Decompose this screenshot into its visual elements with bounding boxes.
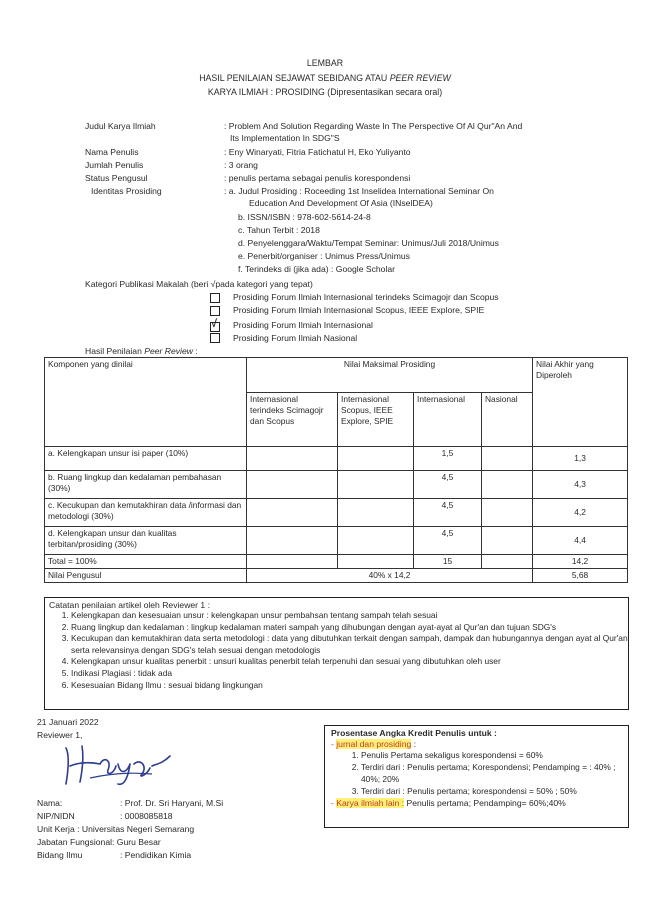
table-row [45,447,628,471]
prosentase-item: 2. Terdiri dari : Penulis pertama; Korespondensi; Pendamping = : 40% ; 40%; 20% [361,761,621,785]
doc-subtitle-prefix: HASIL PENILAIAN SEJAWAT SEBIDANG ATAU [199,73,390,83]
table-row [45,527,628,555]
jumlah-value: : 3 orang [224,160,258,170]
judul-value-2: Its Implementation In SDG"S [230,133,340,143]
doc-subtitle [0,73,650,83]
row-cell-empty [338,447,414,471]
judul-label: Judul Karya Ilmiah [85,121,156,131]
row-akhir: 4,2 [533,499,628,527]
row-internasional: 1,5 [414,447,482,471]
nilai-row [45,569,628,583]
jurnal-label: jurnal dan prosiding [336,739,412,749]
check-mark-icon: √ [211,318,218,330]
catatan-item: 5. Indikasi Plagiasi : tidak ada [71,668,628,680]
row-cell-empty [338,471,414,499]
row-akhir: 4,3 [533,471,628,499]
prosentase-list [345,749,621,797]
prosentase-item: 1. Penulis Pertama sekaligus korespondensi = 60% [361,749,621,761]
header-nilai-maks: Nilai Maksimal Prosiding [247,358,533,393]
nilai-formula: 40% x 14,2 [247,569,533,583]
catatan-item: 2. Ruang lingkup dan kedalaman : lingkup kedalaman materi sampah yang dihubungan dengan ayat-ayat al Qur'an dan tujuan SDG's [71,622,628,634]
nama-label: Nama: [37,798,63,808]
reviewer-title: Reviewer 1, [37,730,83,740]
status-value: : penulis pertama sebagai penulis korespondensi [224,173,411,183]
kategori-checkbox-4[interactable] [210,333,220,343]
nama-value: : Prof. Dr. Sri Haryani, M.Si [120,798,224,808]
kategori-checkbox-2[interactable] [210,306,220,316]
row-akhir: 4,4 [533,527,628,555]
hasil-title-suffix: : [192,346,198,356]
karya-prefix: - [331,798,337,808]
subheader-scopus-scimago: Internasional terindeks Scimagojr dan Scopus [247,393,338,447]
review-date: 21 Januari 2022 [37,717,99,727]
table-row [45,471,628,499]
row-internasional: 4,5 [414,471,482,499]
row-cell-empty [247,447,338,471]
kategori-option-4: Prosiding Forum Ilmiah Nasional [233,333,358,343]
signature-icon [60,738,180,788]
row-komponen: b. Ruang lingkup dan kedalaman pembahasan (30%) [45,471,247,499]
nilai-label: Nilai Pengusul [45,569,247,583]
karya-label: Karya ilmiah lain : [336,798,405,808]
row-akhir: 1,3 [533,447,628,471]
nip-value: : 0008085818 [120,811,173,821]
row-cell-empty [338,499,414,527]
row-cell-empty [247,471,338,499]
score-table [44,357,628,583]
penulis-value: : Eny Winaryati, Fitria Fatichatul H, Eko Yuliyanto [224,147,411,157]
row-komponen: d. Kelengkapan unsur dan kualitas terbitan/prosiding (30%) [45,527,247,555]
prosentase-item: 3. Terdiri dari : Penulis pertama; korespondensi = 50% ; 50% [361,785,621,797]
bidang-value: : Pendidikan Kimia [120,850,192,860]
catatan-title: Catatan penilaian artikel oleh Reviewer 1 : [49,600,210,610]
row-cell-empty [482,471,533,499]
subheader-scopus-ieee: Internasional Scopus, IEEE Explore, SPIE [338,393,414,447]
karya-suffix: Penulis pertama; Pendamping= 60%;40% [404,798,566,808]
row-cell-empty [482,447,533,471]
identitas-f: f. Terindeks di (jika ada) : Google Scholar [238,264,395,274]
jurnal-suffix: : [411,739,417,749]
row-cell-empty [247,527,338,555]
subheader-internasional: Internasional [414,393,482,447]
kategori-option-3: Prosiding Forum Ilmiah Internasional [233,320,373,330]
jurnal-prefix: - [331,739,337,749]
total-row [45,555,628,569]
catatan-list [45,610,628,691]
catatan-item: 1. Kelengkapan dan kesesuaian unsur : kelengkapan unsur pembahsan tentang sampah telah sesuai [71,610,628,622]
header-nilai-akhir: Nilai Akhir yang Diperoleh [533,358,628,447]
identitas-a: : a. Judul Prosiding : Roceeding 1st Inselidea International Seminar On [224,186,494,196]
subheader-nasional: Nasional [482,393,533,447]
hasil-title-em: Peer Review [144,346,193,356]
row-cell-empty [338,527,414,555]
row-internasional: 4,5 [414,499,482,527]
hasil-title-prefix: Hasil Penilaian [85,346,145,356]
judul-value-1: : Problem And Solution Regarding Waste In The Perspective Of Al Qur"An And [224,121,523,131]
row-cell-empty [247,499,338,527]
kategori-option-1: Prosiding Forum Ilmiah Internasional terindeks Scimagojr dan Scopus [233,292,499,302]
doc-title: LEMBAR [306,58,344,68]
nilai-akhir: 5,68 [533,569,628,583]
row-internasional: 4,5 [414,527,482,555]
header-komponen: Komponen yang dinilai [45,358,247,447]
jurnal-line [325,738,628,749]
identitas-label: Identitas Prosiding [91,186,162,196]
row-komponen: c. Kecukupan dan kemutakhiran data /informasi dan metodologi (30%) [45,499,247,527]
prosentase-list-wrap [325,749,621,797]
doc-type: KARYA ILMIAH : PROSIDING (Dipresentasikan secara oral) [207,87,443,97]
row-cell-empty [247,555,338,569]
table-row [45,499,628,527]
bidang-label: Bidang Ilmu [37,850,83,860]
doc-subtitle-em: PEER REVIEW [389,73,451,83]
total-akhir: 14,2 [533,555,628,569]
jabatan: Jabatan Fungsional: Guru Besar [37,837,161,847]
row-cell-empty [482,555,533,569]
kategori-label: Kategori Publikasi Makalah (beri √pada kategori yang tepat) [85,279,313,289]
status-label: Status Pengusul [85,173,148,183]
total-label: Total = 100% [45,555,247,569]
catatan-item: 4. Kelengkapan unsur kualitas penerbit : unsuri kualitas penerbit telah terpenuhi dan sesuai yang dibutuhkan oleh user [71,656,628,668]
identitas-e: e. Penerbit/organiser : Unimus Press/Unimus [238,251,410,261]
row-cell-empty [482,527,533,555]
identitas-b: b. ISSN/ISBN : 978-602-5614-24-8 [238,212,371,222]
row-cell-empty [482,499,533,527]
nip-label: NIP/NIDN [37,811,75,821]
catatan-item: 3. Kecukupan dan kemutakhiran data serta metodologi : data yang dibutuhkan terkait dengan sampah, dampak dan hubungannya dengan ayat al Qur'an serta relevansinya dengan SDG's telah sesuai dengan metodologis [71,633,628,656]
jumlah-label: Jumlah Penulis [85,160,144,170]
row-cell-empty [338,555,414,569]
kategori-checkbox-1[interactable] [210,293,220,303]
catatan-item: 6. Kesesuaian Bidang Ilmu : sesuai bidang lingkungan [71,680,628,692]
total-internasional: 15 [414,555,482,569]
row-komponen: a. Kelengkapan unsur isi paper (10%) [45,447,247,471]
prosentase-title: Prosentase Angka Kredit Penulis untuk : [331,728,497,738]
hasil-title [85,346,198,356]
catatan-box [44,597,629,710]
karya-line [325,797,628,808]
prosentase-box [324,725,629,828]
identitas-c: c. Tahun Terbit : 2018 [238,225,320,235]
identitas-d: d. Penyelenggara/Waktu/Tempat Seminar: Unimus/Juli 2018/Unimus [238,238,499,248]
penulis-label: Nama Penulis [85,147,139,157]
identitas-a2: Education And Development Of Asia (INselDEA) [249,198,433,208]
unit-kerja: Unit Kerja : Universitas Negeri Semarang [37,824,195,834]
kategori-option-2: Prosiding Forum Ilmiah Internasional Scopus, IEEE Explore, SPIE [233,305,485,315]
kategori-checkbox-3[interactable] [210,318,220,332]
